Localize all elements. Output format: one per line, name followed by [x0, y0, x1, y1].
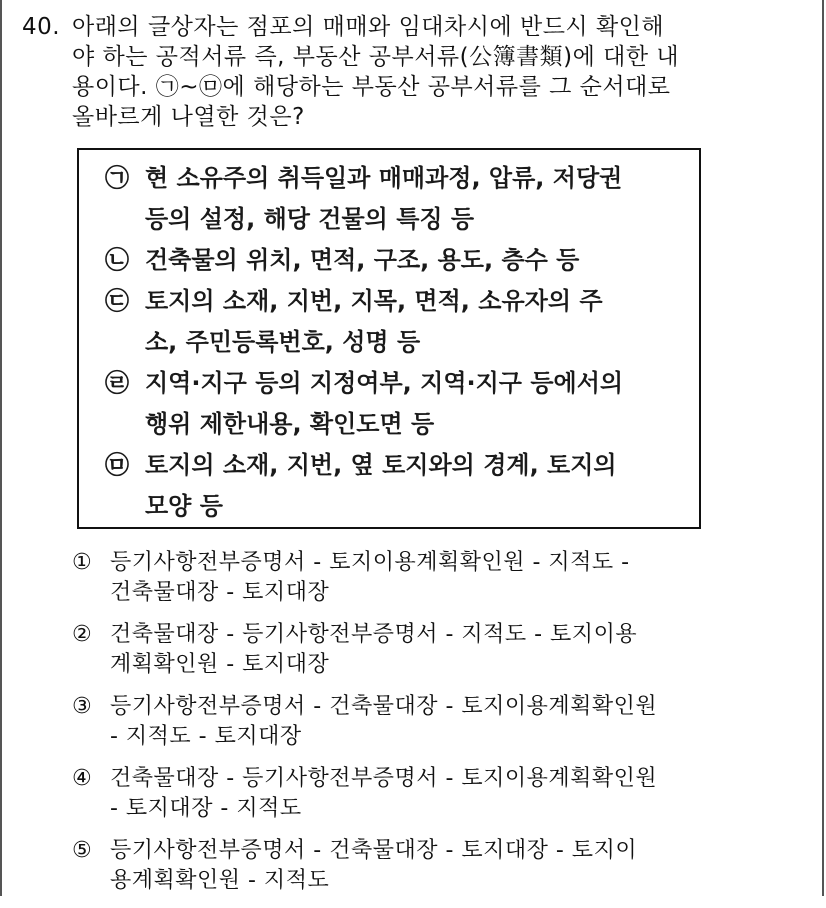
- option-line: 계획확인원 - 토지대장: [110, 652, 330, 677]
- option-marker: ④: [72, 766, 93, 791]
- box-item-b: [105, 240, 699, 281]
- question-line: [22, 12, 792, 42]
- box-line: 행위 제한내용, 확인도면 등: [145, 410, 435, 438]
- answer-options: [72, 548, 792, 908]
- box-text: 토지의 소재, 지번, 옆 토지와의 경계, 토지의: [145, 451, 617, 479]
- question-text: 아래의 글상자는 점포의 매매와 임대차시에 반드시 확인해: [72, 14, 665, 40]
- answer-option-2[interactable]: [72, 620, 792, 680]
- answer-option-4[interactable]: [72, 764, 792, 824]
- answer-option-1[interactable]: [72, 548, 792, 608]
- option-marker: ①: [72, 550, 93, 575]
- box-line: [105, 445, 699, 486]
- answer-option-5[interactable]: [72, 836, 792, 896]
- question-stem: [22, 12, 792, 132]
- option-line: [72, 620, 792, 650]
- option-text: 등기사항전부증명서 - 건축물대장 - 토지이용계획확인원: [110, 694, 658, 719]
- box-marker: ㉡: [105, 246, 129, 274]
- option-line: 용계획확인원 - 지적도: [110, 868, 330, 893]
- box-item-a: [105, 158, 699, 240]
- box-item-c: [105, 281, 699, 363]
- box-text: 현 소유주의 취득일과 매매과정, 압류, 저당권: [145, 164, 623, 192]
- option-line: [72, 836, 792, 866]
- option-line: - 토지대장 - 지적도: [110, 796, 302, 821]
- option-text: 건축물대장 - 등기사항전부증명서 - 지적도 - 토지이용: [110, 622, 638, 647]
- option-line: [72, 692, 792, 722]
- option-marker: ③: [72, 694, 93, 719]
- box-marker: ㉠: [105, 164, 129, 192]
- box-text: 건축물의 위치, 면적, 구조, 용도, 층수 등: [145, 246, 580, 274]
- option-text: 등기사항전부증명서 - 토지이용계획확인원 - 지적도 -: [110, 550, 630, 575]
- box-line: [105, 363, 699, 404]
- answer-option-3[interactable]: [72, 692, 792, 752]
- box-line: 등의 설정, 해당 건물의 특징 등: [145, 205, 475, 233]
- box-item-d: [105, 363, 699, 445]
- option-line: - 지적도 - 토지대장: [110, 724, 302, 749]
- box-line: 소, 주민등록번호, 성명 등: [145, 328, 421, 356]
- question-line: 야 하는 공적서류 즉, 부동산 공부서류(公簿書類)에 대한 내: [72, 44, 680, 70]
- box-item-e: [105, 445, 699, 527]
- option-marker: ②: [72, 622, 93, 647]
- question-number: 40.: [22, 14, 61, 40]
- box-line: [105, 240, 699, 281]
- box-line: 모양 등: [145, 492, 223, 520]
- box-line: [105, 281, 699, 322]
- box-text: 토지의 소재, 지번, 지목, 면적, 소유자의 주: [145, 287, 603, 315]
- question-line: 올바르게 나열한 것은?: [72, 104, 305, 130]
- option-text: 건축물대장 - 등기사항전부증명서 - 토지이용계획확인원: [110, 766, 658, 791]
- option-line: [72, 548, 792, 578]
- info-box: [77, 148, 701, 529]
- box-line: [105, 158, 699, 199]
- question-line: 용이다. ㉠~㉤에 해당하는 부동산 공부서류를 그 순서대로: [72, 74, 671, 100]
- box-marker: ㉣: [105, 369, 129, 397]
- option-marker: ⑤: [72, 838, 93, 863]
- box-marker: ㉢: [105, 287, 129, 315]
- box-marker: ㉤: [105, 451, 129, 479]
- box-text: 지역·지구 등의 지정여부, 지역·지구 등에서의: [145, 369, 624, 397]
- option-line: [72, 764, 792, 794]
- option-text: 등기사항전부증명서 - 건축물대장 - 토지대장 - 토지이: [110, 838, 638, 863]
- option-line: 건축물대장 - 토지대장: [110, 580, 330, 605]
